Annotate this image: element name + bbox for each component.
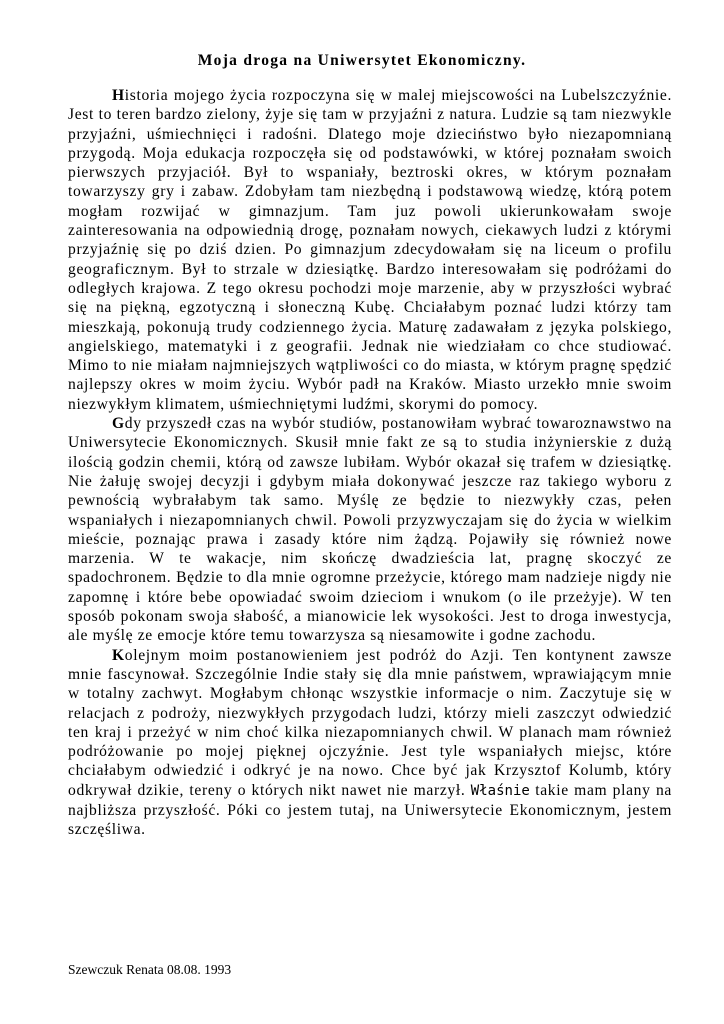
paragraph-1-text: istoria mojego życia rozpoczyna się w malej miejscowości na Lubelszczyźnie. Jest to teren bardzo zielony, żyje się tam w przyjaźni z natura. Ludzie są tam niezwykle przyjaźni, uśmiechnięci i radośni. Dlatego moje dzieciństwo było niezapomnianą przygodą. Moja edukacja rozpoczęła się od podstawówki, w której poznałam swoich pierwszych przyjaciół. Był to wspaniały, beztroski okres, w którym poznałam towarzyszy gry i zabaw. Zdobyłam tam niezbędną i podstawową wiedzę, którą potem mogłam rozwijać w gimnazjum. Tam juz powoli ukierunkowałam swoje zainteresowania na odpowiednią drogę, poznałam nowych, ciekawych ludzi z którymi przyjaźnię się po dziś dzien. Po gimnazjum zdecydowałam się na liceum o profilu geograficznym. Był to strzale w dziesiątkę. Bardzo interesowałam się podróżami do odległych krajowa. Z tego okresu pochodzi moje marzenie, aby w przyszłości wybrać się na piękną, egzotyczną i słoneczną Kubę. Chciałabym poznać ludzi którzy tam mieszkają, pokonują trudy codziennego życia. Maturę zadawałam z języka polskiego, angielskiego, matematyki i z geografii. Jednak nie wiedziałam co chce studiować. Mimo to nie miałam najmniejszych wątpliwości co do miasta, w którym pragnę spędzić najlepszy okres w moim życiu. Wybór padł na Kraków. Miasto urzekło mnie swoim niezwykłym klimatem, uśmiechniętymi ludźmi, skorymi do pomocy. (68, 87, 672, 413)
paragraph-1 (68, 86, 672, 414)
paragraph-3 (68, 646, 672, 840)
document-body (68, 86, 672, 840)
paragraph-1-initial: H (112, 87, 125, 104)
paragraph-2-text: dy przyszedł czas na wybór studiów, postanowiłam wybrać towaroznawstwo na Uniwersytecie Ekonomicznych. Skusił mnie fakt ze są to studia inżynierskie z dużą ilością godzin chemii, którą od zawsze lubiłam. Wybór okazał się trafem w dziesiątkę. Nie żałuję swojej decyzji i gdybym miała dokonywać jeszcze raz takiego wyboru z pewnością wybrałabym tak samo. Myślę ze będzie to niezwykły czas, pełen wspaniałych i niezapomnianych chwil. Powoli przyzwyczajam się do życia w wielkim mieście, poznając prawa i zasady które nim żądzą. Pojawiły się również nowe marzenia. W te wakacje, nim skończę dwadzieścia lat, pragnę skoczyć ze spadochronem. Będzie to dla mnie ogromne przeżycie, którego mam nadzieje nigdy nie zapomnę i które bebe opowiadać swoim dzieciom i wnukom (o ile przeżyje). W ten sposób pokonam swoja słabość, a mianowicie lek wysokości. Jest to droga inwestycja, ale myślę ze emocje które temu towarzysza są niesamowite i godne zachodu. (68, 415, 672, 645)
signature-line: Szewczuk Renata 08.08. 1993 (68, 962, 232, 977)
paragraph-3-text-before: olejnym moim postanowieniem jest podróż do Azji. Ten kontynent zawsze mnie fascynował. Szczególnie Indie stały się dla mnie państwem, wprawiającym mnie w totalny zachwyt. Mogłabym chłonąc wszystkie informacje o nim. Zaczytuje się w relacjach z podroży, niezwykłych przygodach ludzi, którzy mieli zaszczyt odwiedzić ten kraj i przeżyć w nim choć kilka niezapomnianych chwil. W planach mam również podróżowanie po mojej pięknej ojczyźnie. Jest tyle wspaniałych miejsc, które chciałabym odwiedzić i odkryć je na nowo. Chce być jak Krzysztof Kolumb, który odkrywał dzikie, tereny o których nikt nawet nie marzył. (68, 646, 672, 799)
paragraph-3-text-after: takie mam plany na najbliższa przyszłość. Póki co jestem tutaj, na Uniwersytecie Ekonomicznym, jestem szczęśliwa. (68, 781, 672, 839)
paragraph-3-mono-word: Właśnie (470, 782, 530, 799)
paragraph-2 (68, 414, 672, 646)
document-title: Moja droga na Uniwersytet Ekonomiczny. (197, 52, 527, 69)
paragraph-2-initial: G (112, 415, 125, 433)
paragraph-3-initial: K (112, 646, 125, 664)
